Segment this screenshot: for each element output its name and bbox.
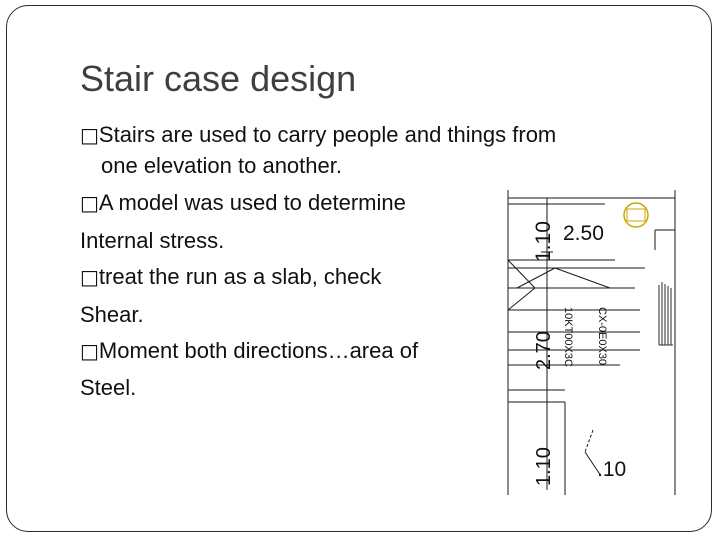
bullet-2-line-1: □A model was used to determine <box>80 190 406 215</box>
slide-title: Stair case design <box>80 58 357 99</box>
bullet-1-line-2: one elevation to another. <box>101 153 342 178</box>
dim-mid-label: 2.70 <box>533 331 555 370</box>
bullet-4-line-1: □Moment both directions…area of <box>80 338 419 363</box>
dim-top-label: 1.10 <box>532 221 555 262</box>
bullet-4-line-2: Steel. <box>80 375 137 400</box>
bullet-3-line-2: Shear. <box>80 302 144 327</box>
stair-drawing-svg <box>505 190 680 495</box>
stair-drawing <box>505 190 680 495</box>
bullet-marker: □ <box>80 339 99 363</box>
bullet-3-line-1: □treat the run as a slab, check <box>80 264 382 289</box>
bullet-2-line-2: Internal stress. <box>80 228 225 253</box>
dim-width-label: 2.50 <box>563 222 604 245</box>
bullet-marker: □ <box>80 123 99 147</box>
dim-bottom-label: 1.10 <box>533 447 555 486</box>
rebar-label-2: CX-0E0X30 <box>596 307 608 366</box>
dim-bottom-right-label: .10 <box>597 458 627 481</box>
bullet-1-line-1: □Stairs are used to carry people and things from <box>80 122 557 147</box>
drawing-badge-icon <box>624 203 648 227</box>
bullet-marker: □ <box>80 265 99 289</box>
bullet-marker: □ <box>80 191 99 215</box>
rebar-label-1: 10KT00X3C <box>562 307 574 367</box>
